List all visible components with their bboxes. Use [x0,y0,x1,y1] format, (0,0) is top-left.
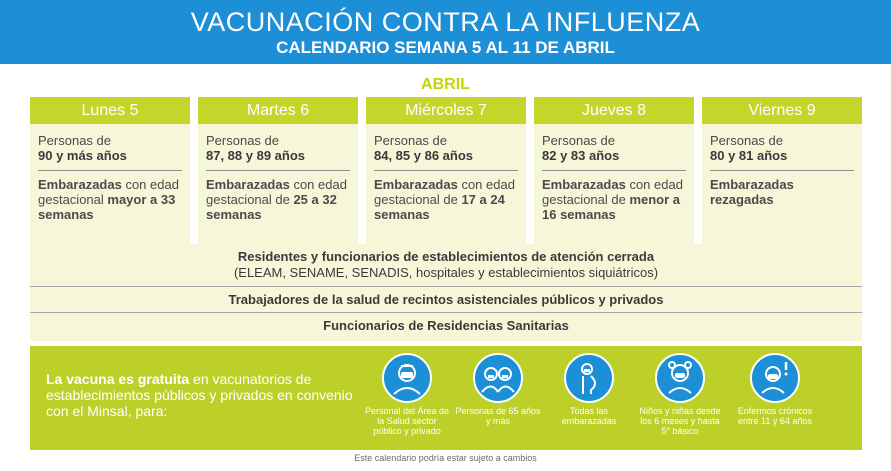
pregnant-weeks: mayor a 33 semanas [38,192,176,222]
residents-detail: (ELEAM, SENAME, SENADIS, hospitales y establecimientos siquiátricos) [233,265,659,280]
elderly-couple-icon [472,352,524,404]
age-group [702,124,862,163]
day-header: Viernes 9 [702,97,862,124]
group-caption: Personas de 65 años y más [455,406,541,426]
group-caption: Niños y niñas desde los 6 meses y hasta 5° básico [639,406,721,436]
day-header: Miércoles 7 [366,97,526,124]
group-elderly [454,352,542,426]
age-range: 87, 88 y 89 años [206,148,306,163]
day-column-martes [198,97,358,244]
group-caption: Enfermos crónicos entre 11 y 64 años [737,406,813,426]
age-group [366,124,526,163]
disclaimer: Este calendario podría estar sujeto a cambios [354,453,537,463]
free-vaccine-detail: en vacunatorios de establecimientos públicos y privados en convenio con el Minsal, para: [46,371,353,419]
age-prefix: Personas de [542,133,615,148]
age-prefix: Personas de [374,133,447,148]
pregnant-label: Embarazadas [542,177,626,192]
age-group [198,124,358,163]
pregnant-woman-icon [563,352,615,404]
pregnant-weeks: 17 a 24 semanas [374,192,505,222]
pregnant-group [30,171,190,222]
day-header: Jueves 8 [534,97,694,124]
page-subtitle: CALENDARIO SEMANA 5 AL 11 DE ABRIL [276,38,615,57]
group-health-workers [363,352,451,436]
sanitary-residences-text: Funcionarios de Residencias Sanitarias [323,318,569,333]
sanitary-residences-row [30,313,862,341]
health-workers-row [30,287,862,312]
group-chronic [727,352,823,426]
month-label: ABRIL [421,76,470,93]
pregnant-group [198,171,358,222]
pregnant-text: con edad gestacional de [542,177,683,207]
chronic-patient-icon [749,352,801,404]
child-icon [654,352,706,404]
group-children [636,352,724,436]
days-grid [30,97,862,244]
day-column-jueves [534,97,694,244]
age-prefix: Personas de [38,133,111,148]
residents-title: Residentes y funcionarios de establecimientos de atención cerrada [237,249,655,264]
group-pregnant [545,352,633,426]
free-vaccine-text [46,371,356,419]
free-vaccine-bold: La vacuna es gratuita [46,371,190,387]
pregnant-weeks: menor a 16 semanas [542,192,681,222]
day-column-viernes [702,97,862,244]
free-vaccine-panel [30,346,862,450]
header-banner [0,0,891,64]
age-prefix: Personas de [710,133,783,148]
pregnant-label: Embarazadas [206,177,290,192]
age-range: 82 y 83 años [542,148,620,163]
pregnant-weeks: 25 a 32 semanas [206,192,337,222]
pregnant-text: con edad gestacional [38,177,179,207]
residents-row [30,244,862,286]
day-header: Martes 6 [198,97,358,124]
day-column-lunes [30,97,190,244]
pregnant-group [534,171,694,222]
age-group [30,124,190,163]
page-title: VACUNACIÓN CONTRA LA INFLUENZA [190,7,701,37]
day-header: Lunes 5 [30,97,190,124]
age-group [534,124,694,163]
health-workers-text: Trabajadores de la salud de recintos asistenciales públicos y privados [228,292,664,307]
pregnant-text: con edad gestacional de [206,177,347,207]
age-range: 84, 85 y 86 años [374,148,474,163]
day-column-miercoles [366,97,526,244]
health-worker-icon [381,352,433,404]
age-range: 90 y más años [38,148,127,163]
pregnant-text: con edad gestacional de [374,177,515,207]
pregnant-group [702,171,852,207]
age-range: 80 y 81 años [710,148,788,163]
pregnant-label: Embarazadas [374,177,458,192]
pregnant-label: Embarazadas rezagadas [710,177,794,207]
pregnant-group [366,171,526,222]
group-caption: Personal del Área de la Salud sector público y privado [364,406,450,436]
age-prefix: Personas de [206,133,279,148]
group-caption: Todas las embarazadas [561,406,617,426]
pregnant-label: Embarazadas [38,177,122,192]
